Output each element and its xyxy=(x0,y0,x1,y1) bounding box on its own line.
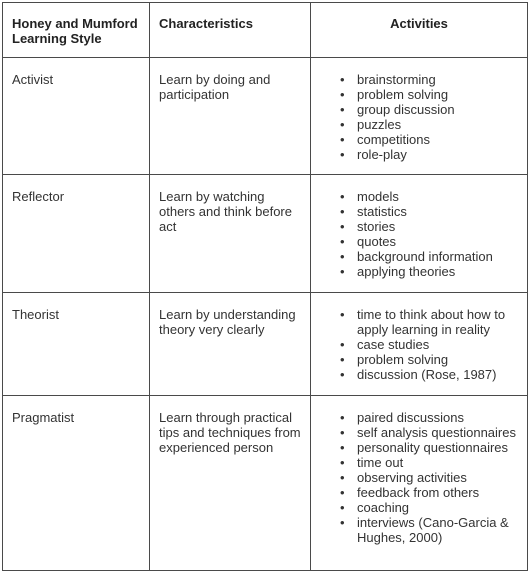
activity-item: • paired discussions xyxy=(357,410,519,425)
table-row-pragmatist xyxy=(3,396,528,571)
activity-item: • puzzles xyxy=(357,117,519,132)
activity-item: • case studies xyxy=(357,337,519,352)
characteristics-cell xyxy=(150,175,311,293)
activity-item: • personality questionnaires xyxy=(357,440,519,455)
activities-cell xyxy=(311,293,528,396)
table-row-theorist xyxy=(3,293,528,396)
activities-cell xyxy=(311,396,528,571)
header-activities-label: Activities xyxy=(390,16,448,31)
characteristics-text: Learn through practical tips and techniques from experienced person xyxy=(159,410,301,455)
table-row-reflector xyxy=(3,175,528,293)
header-style-cell xyxy=(3,3,150,58)
learning-styles-table xyxy=(2,2,528,571)
activity-item: • interviews (Cano-Garcia & Hughes, 2000) xyxy=(357,515,519,545)
activity-item: • discussion (Rose, 1987) xyxy=(357,367,519,382)
activity-item: • quotes xyxy=(357,234,519,249)
header-activities-cell xyxy=(311,3,528,58)
header-style-label: Honey and Mumford Learning Style xyxy=(12,16,138,46)
characteristics-text: Learn by doing and participation xyxy=(159,72,271,102)
activity-item: • coaching xyxy=(357,500,519,515)
style-cell xyxy=(3,293,150,396)
activity-item: • problem solving xyxy=(357,352,519,367)
activity-item: • self analysis questionnaires xyxy=(357,425,519,440)
activity-item: • time to think about how to apply learning in reality xyxy=(357,307,519,337)
style-name: Pragmatist xyxy=(12,410,75,425)
activities-list xyxy=(311,58,527,162)
activity-item: • brainstorming xyxy=(357,72,519,87)
style-cell xyxy=(3,175,150,293)
style-cell xyxy=(3,396,150,571)
activity-item: • statistics xyxy=(357,204,519,219)
characteristics-cell xyxy=(150,293,311,396)
style-name: Activist xyxy=(12,72,54,87)
characteristics-cell xyxy=(150,58,311,175)
characteristics-cell xyxy=(150,396,311,571)
activity-item: • feedback from others xyxy=(357,485,519,500)
header-characteristics-label: Characteristics xyxy=(159,16,253,31)
characteristics-text: Learn by watching others and think before act xyxy=(159,189,292,234)
activity-item: • observing activities xyxy=(357,470,519,485)
activity-item: • role-play xyxy=(357,147,519,162)
style-cell xyxy=(3,58,150,175)
activities-list xyxy=(311,175,527,279)
activity-item: • group discussion xyxy=(357,102,519,117)
activity-item: • problem solving xyxy=(357,87,519,102)
activity-item: • time out xyxy=(357,455,519,470)
activity-item: • stories xyxy=(357,219,519,234)
activity-item: • background information xyxy=(357,249,519,264)
activities-list xyxy=(311,293,527,382)
activity-item: • models xyxy=(357,189,519,204)
header-characteristics-cell xyxy=(150,3,311,58)
table-row-activist xyxy=(3,58,528,175)
activities-cell xyxy=(311,58,528,175)
characteristics-text: Learn by understanding theory very clearly xyxy=(159,307,296,337)
style-name: Theorist xyxy=(12,307,59,322)
activity-item: • competitions xyxy=(357,132,519,147)
table-header-row xyxy=(3,3,528,58)
activities-cell xyxy=(311,175,528,293)
style-name: Reflector xyxy=(12,189,65,204)
activity-item: • applying theories xyxy=(357,264,519,279)
activities-list xyxy=(311,396,527,545)
